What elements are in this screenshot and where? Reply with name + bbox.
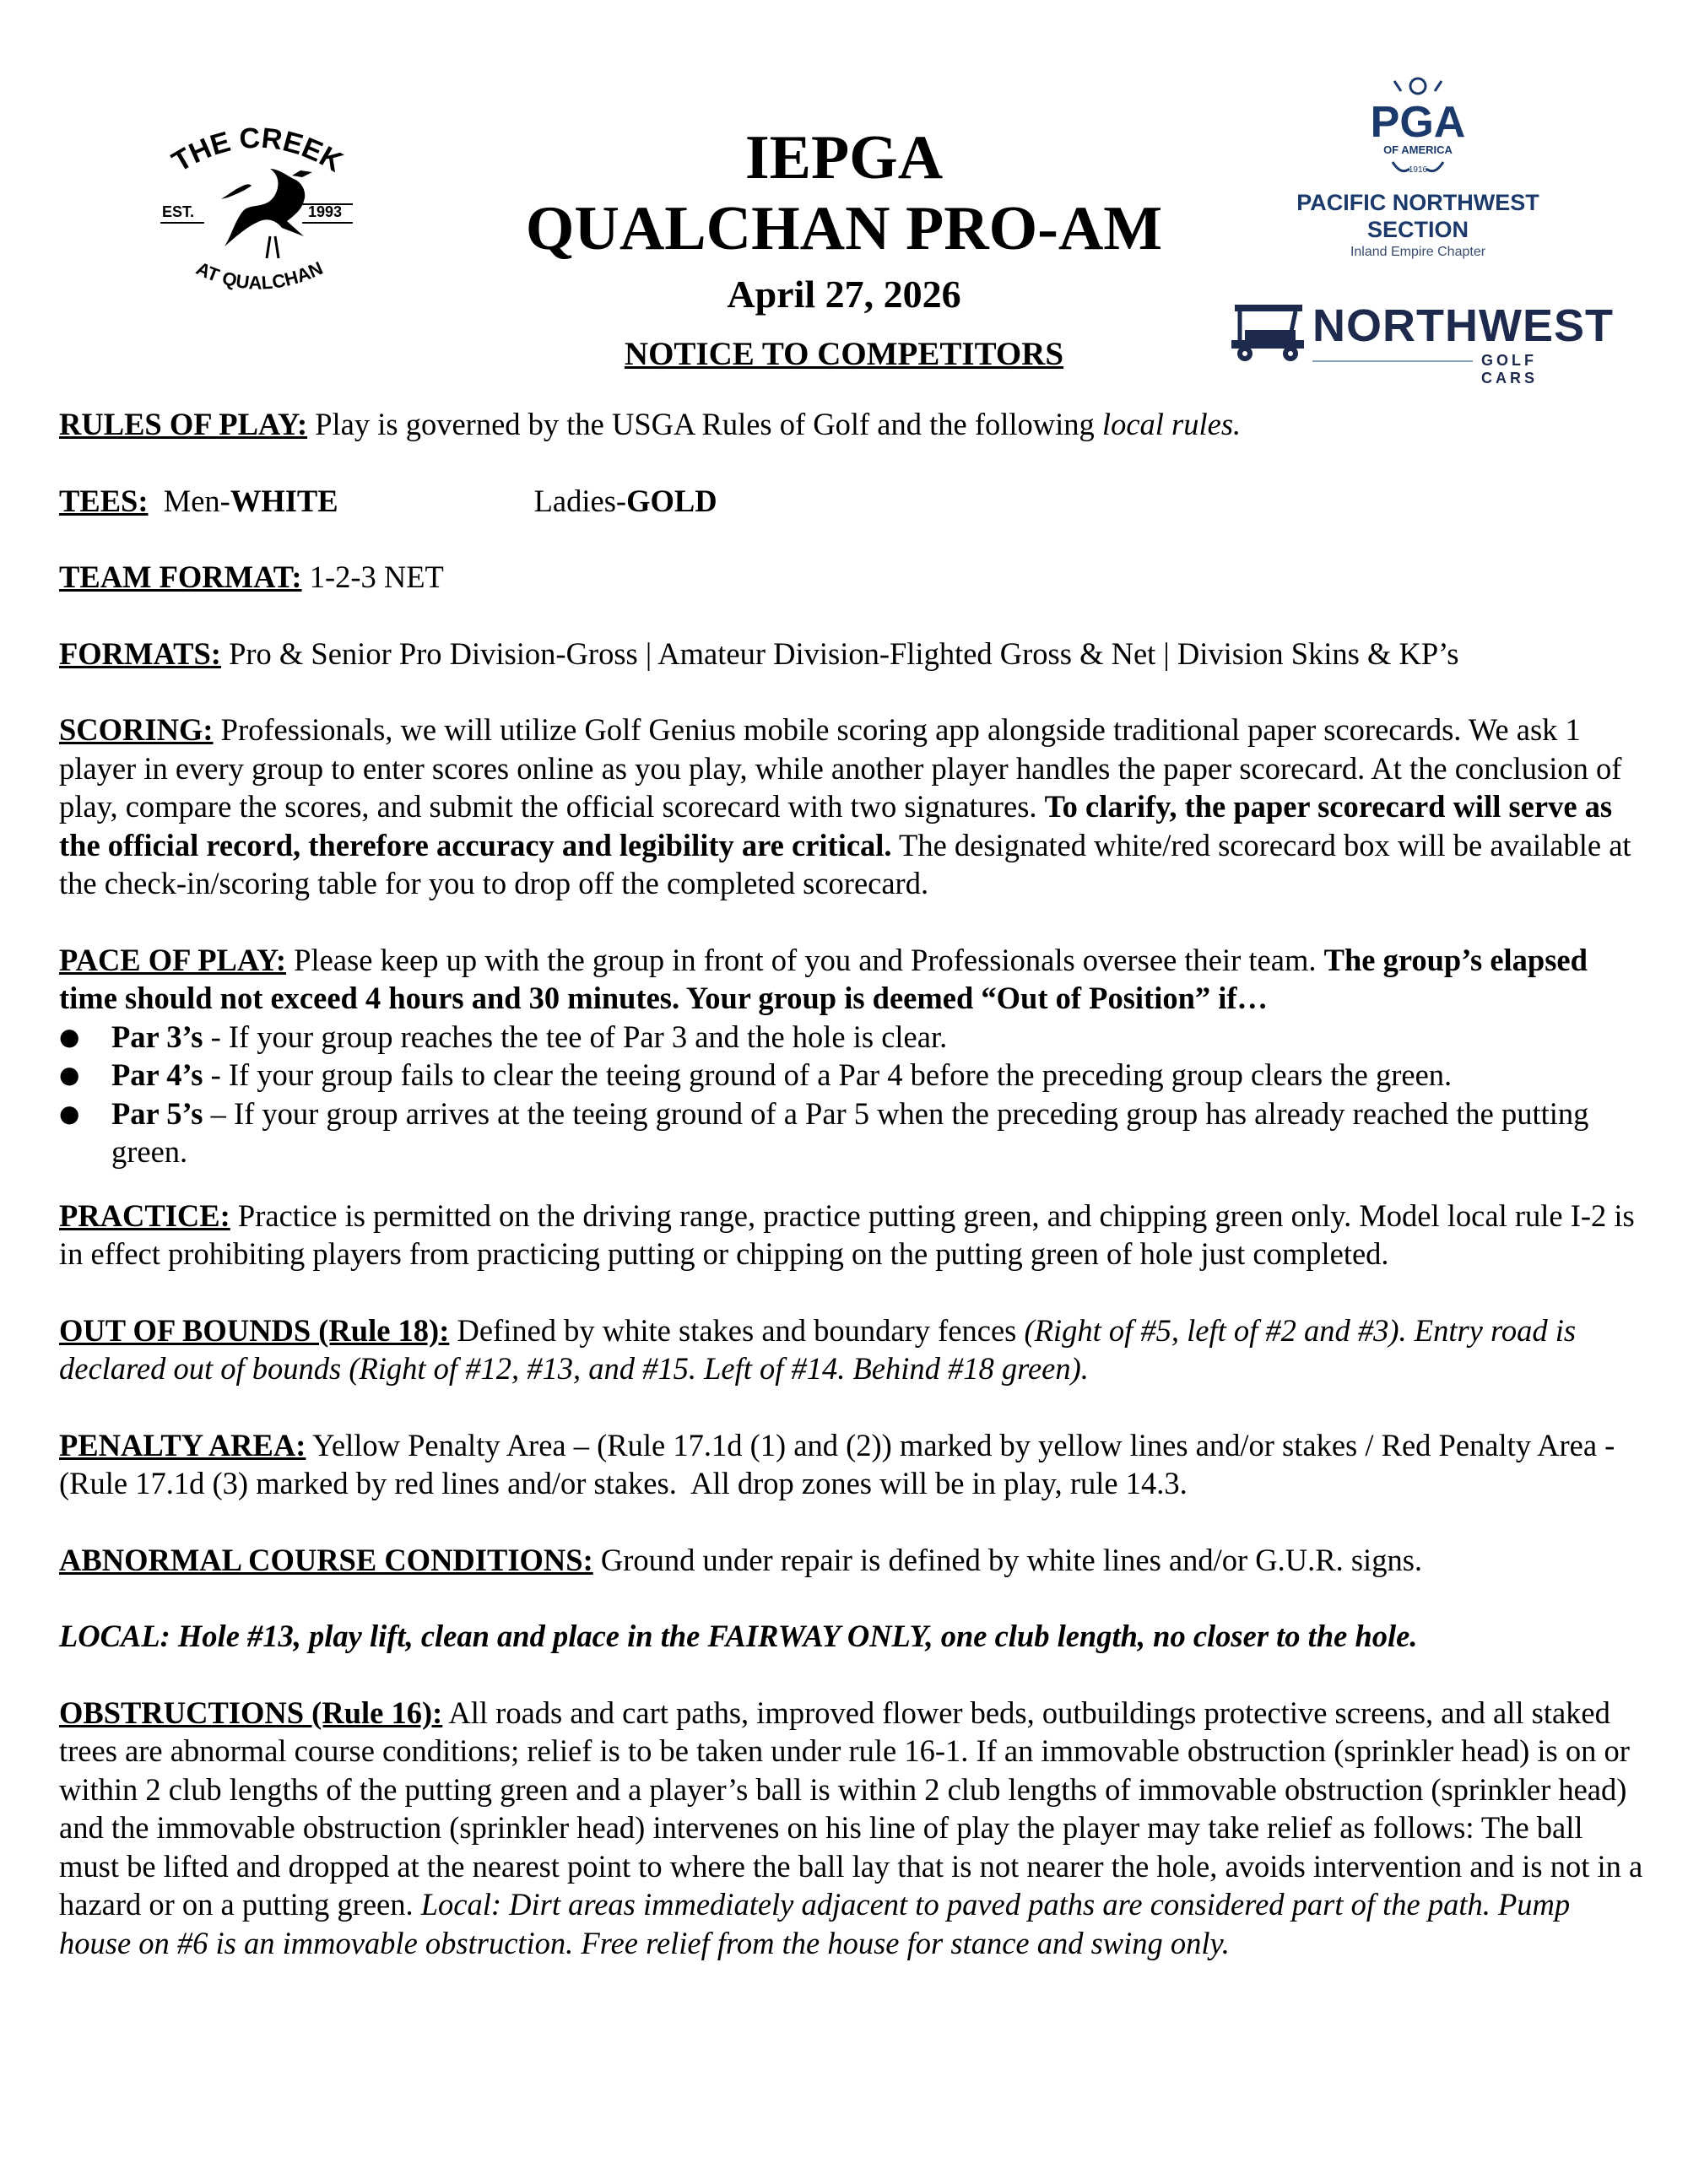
title-event: QUALCHAN PRO-AM bbox=[525, 194, 1163, 263]
svg-text:AT QUALCHAN: AT QUALCHAN bbox=[192, 257, 327, 294]
pace-of-play: PACE OF PLAY: Please keep up with the group in front of you and Professionals oversee their team. The group’s elapsed time should not exceed 4 hours and 30 minutes. Your group is deemed “Out of Position” if… bbox=[59, 942, 1588, 1015]
svg-text:1916: 1916 bbox=[1408, 165, 1428, 175]
formats: FORMATS: Pro & Senior Pro Division-Gross | Amateur Division-Flighted Gross & Net | Division Skins & KP’s bbox=[59, 635, 1459, 671]
list-item: ● Par 3’s - If your group reaches the tee of Par 3 and the hole is clear. bbox=[59, 1018, 1646, 1057]
scoring: SCORING: Professionals, we will utilize Golf Genius mobile scoring app alongside traditional paper scorecards. We ask 1 player in every group to enter scores online as you play, while another player handles the paper scorecard. At the conclusion of play, compare the scores, and submit the official scorecard with two signatures. To clarify, the paper scorecard will serve as the official record, therefore accuracy and legibility are critical. The designated white/red scorecard box will be available at the check-in/scoring table for you to drop off the completed scorecard. bbox=[59, 712, 1631, 900]
team-format: TEAM FORMAT: 1-2-3 NET bbox=[59, 560, 444, 594]
golf-cart-icon bbox=[1228, 300, 1308, 367]
practice: PRACTICE: Practice is permitted on the driving range, practice putting green, and chipping green only. Model local rule I-2 is in effect prohibiting players from practicing putting or chipping on the putting green of hole just completed. bbox=[59, 1197, 1635, 1271]
event-date: April 27, 2026 bbox=[727, 273, 961, 316]
out-of-bounds: OUT OF BOUNDS (Rule 18): Defined by white stakes and boundary fences (Right of #5, left of #2 and #3). Entry road is declared out of bounds (Right of #12, #13, and #15. Left of #14. Behind #18 green). bbox=[59, 1312, 1577, 1386]
title-block bbox=[473, 122, 1215, 376]
local-rule: LOCAL: Hole #13, play lift, clean and place in the FAIRWAY ONLY, one club length, no closer to the hole. bbox=[59, 1619, 1418, 1653]
northwest-golf-cars-logo: NORTHWEST GOLF CARS bbox=[1228, 300, 1599, 376]
obstructions: OBSTRUCTIONS (Rule 16): All roads and cart paths, improved flower beds, outbuildings protective screens, and all staked trees are abnormal course conditions; relief is to be taken under rule 16-1. If an immovable obstruction (sprinkler head) is on or within 2 club lengths of the putting green and a player’s ball is within 2 club lengths of immovable obstruction (sprinkler head) and the immovable obstruction (sprinkler head) intervenes on his line of play the player may take relief as follows: The ball must be lifted and dropped at the nearest point to where the ball lay that is not nearer the hole, avoids intervention and is not in a hazard or on a putting green. Local: Dirt areas immediately adjacent to paved paths are considered part of the path. Pump house on #6 is an immovable obstruction. Free relief from the house for stance and swing only. bbox=[59, 1695, 1643, 1960]
svg-text:EST.: EST. bbox=[162, 203, 195, 220]
svg-text:1993: 1993 bbox=[308, 203, 343, 220]
list-item: ● Par 5’s – If your group arrives at the teeing ground of a Par 5 when the preceding group has already reached the putting green. bbox=[59, 1095, 1646, 1171]
svg-text:THE CREEK: THE CREEK bbox=[166, 122, 349, 179]
notice-heading: NOTICE TO COMPETITORS bbox=[624, 336, 1064, 372]
pga-pacific-northwest-logo: PGA OF AMERICA 1916 PACIFIC NORTHWEST SECTION Inland Empire Chapter bbox=[1266, 74, 1570, 277]
rules-of-play: RULES OF PLAY: Play is governed by the USGA Rules of Golf and the following local rules. bbox=[59, 407, 1242, 441]
pga-crest-icon bbox=[1350, 74, 1485, 182]
title-iepga: IEPGA bbox=[744, 123, 944, 192]
tees: TEES: Men-WHITE Ladies-GOLD bbox=[59, 483, 717, 518]
abnormal-course-conditions: ABNORMAL COURSE CONDITIONS: Ground under repair is defined by white lines and/or G.U.R. signs. bbox=[59, 1542, 1423, 1577]
svg-text:OF AMERICA: OF AMERICA bbox=[1383, 143, 1453, 156]
pace-of-play-list bbox=[59, 1018, 1646, 1171]
the-creek-logo bbox=[143, 110, 371, 312]
svg-text:PGA: PGA bbox=[1370, 98, 1466, 147]
list-item: ● Par 4’s - If your group fails to clear the teeing ground of a Par 4 before the preceding group clears the green. bbox=[59, 1056, 1646, 1095]
notice-body bbox=[59, 405, 1646, 1962]
heron-icon bbox=[143, 110, 371, 312]
penalty-area: PENALTY AREA: Yellow Penalty Area – (Rule 17.1d (1) and (2)) marked by yellow lines and/or stakes / Red Penalty Area - (Rule 17.1d (3) marked by red lines and/or stakes. All drop zones will be in play, rule 14.3. bbox=[59, 1427, 1623, 1500]
